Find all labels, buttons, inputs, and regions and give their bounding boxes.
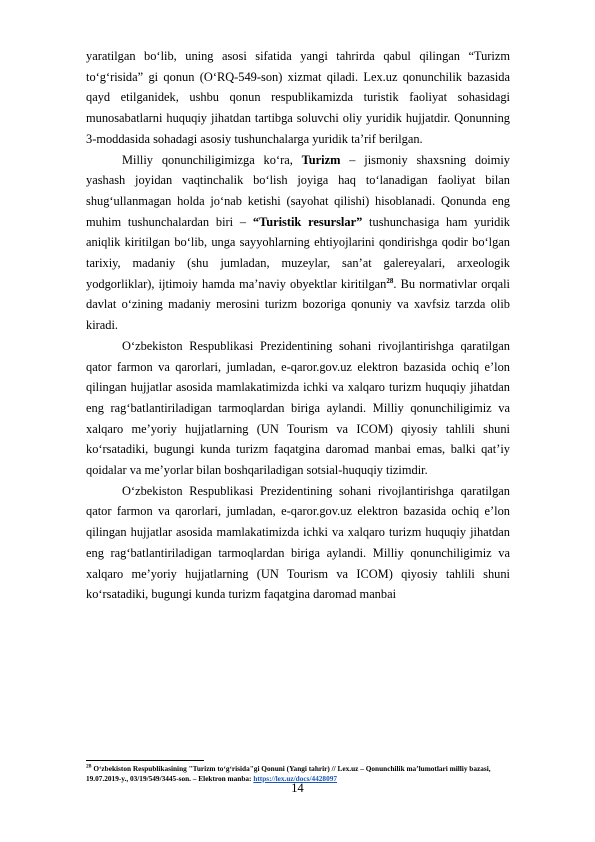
- paragraph-4: O‘zbekiston Respublikasi Prezidentining sohani rivojlantirishga qaratilgan qator farmon va qarorlari, jumladan, e-qaror.gov.uz elektron bazasida ochiq e’lon qilingan hujjatlar asosida mamlakatimizda ichki va xalqaro turizm huquqiy jihatdan eng rag‘batlantiriladigan tarmoqlardan biriga aylandi. Milliy qonunchiligimiz va xalqaro me’yoriy hujjatlarning (UN Tourism va ICOM) qiyosiy tahlili shuni ko‘rsatadiki, bugungi kunda turizm faqatgina daromad manbai: [86, 483, 510, 602]
- term-turizm: Turizm: [301, 152, 341, 167]
- paragraph-2-text-c: tushunchasiga ham yuridik aniqlik kiritilgan bo‘lib, unga sayyohlarning ehtiyojlarini qondirishga qodir bo‘lgan tarixiy, madaniy (shu jumladan, muzeylar, san’at galereyalari, arxeologik yodgorliklar), ijtimoiy hamda ma’naviy obyektlar kiritilgan: [86, 214, 510, 291]
- footnote-number: 28: [86, 763, 92, 770]
- footnote-separator: [86, 760, 204, 761]
- paragraph-1: yaratilgan bo‘lib, uning asosi sifatida yangi tahrirda qabul qilingan “Turizm to‘g‘risida” gi qonun (O‘RQ-549-son) xizmat qiladi. Lex.uz qonunchilik bazasida qayd etilganidek, ushbu qonun respublikamizda turistik faoliyat sohasidagi munosabatlarni huquqiy jihatdan tartibga soluvchi oliy yuridik hujjatdir. Qonunning 3-moddasida sohadagi asosiy tushunchalarga yuridik ta’rif berilgan.: [86, 49, 510, 146]
- footnote-reference[interactable]: 28: [386, 276, 394, 285]
- term-turistik-resurslar: “Turistik resurslar”: [252, 214, 363, 229]
- paragraph-2-text-b: – jismoniy shaxsning doimiy yashash joyidan vaqtinchalik bo‘lish joyiga haq to‘lanadigan faoliyat bilan shug‘ullanmagan holda jo‘nab ketishi (sayohat qilishi) hisoblanadi. Qonunda eng muhim tushunchalardan biri –: [86, 152, 510, 229]
- footnote-link[interactable]: https://lex.uz/docs/4428097: [253, 774, 338, 783]
- paragraph-3: O‘zbekiston Respublikasi Prezidentining sohani rivojlantirishga qaratilgan qator farmon va qarorlari, jumladan, e-qaror.gov.uz elektron bazasida ochiq e’lon qilingan hujjatlar asosida mamlakatimizda ichki va xalqaro turizm huquqiy jihatdan eng rag‘batlantiriladigan tarmoqlardan biriga aylandi. Milliy qonunchiligimiz va xalqaro me’yoriy hujjatlarning (UN Tourism va ICOM) qiyosiy tahlili shuni ko‘rsatadiki, bugungi kunda turizm faqatgina daromad manbai emas, balki qat’iy qoidalar va me’yorlar bilan boshqariladigan sotsial-huquqiy tizimdir.: [86, 338, 510, 478]
- document-body: [86, 46, 510, 605]
- paragraph-2-text-a: Milliy qonunchiligimizga ko‘ra,: [122, 152, 302, 167]
- footnote-text: O‘zbekiston Respublikasining "Turizm to‘g‘risida"gi Qonuni (Yangi tahrir) // Lex.uz – Qonunchilik ma’lumotlari milliy bazasi, 19.07.2019-y., 03/19/549/3445-son. – Elektron manba:: [86, 764, 491, 783]
- page-number: 14: [291, 781, 304, 795]
- paragraph-2-text-d: . Bu normativlar orqali davlat o‘zining madaniy merosini turizm bozoriga qonuniy va xavfsiz tarzda olib kiradi.: [86, 276, 510, 333]
- paragraph-2: [86, 150, 510, 336]
